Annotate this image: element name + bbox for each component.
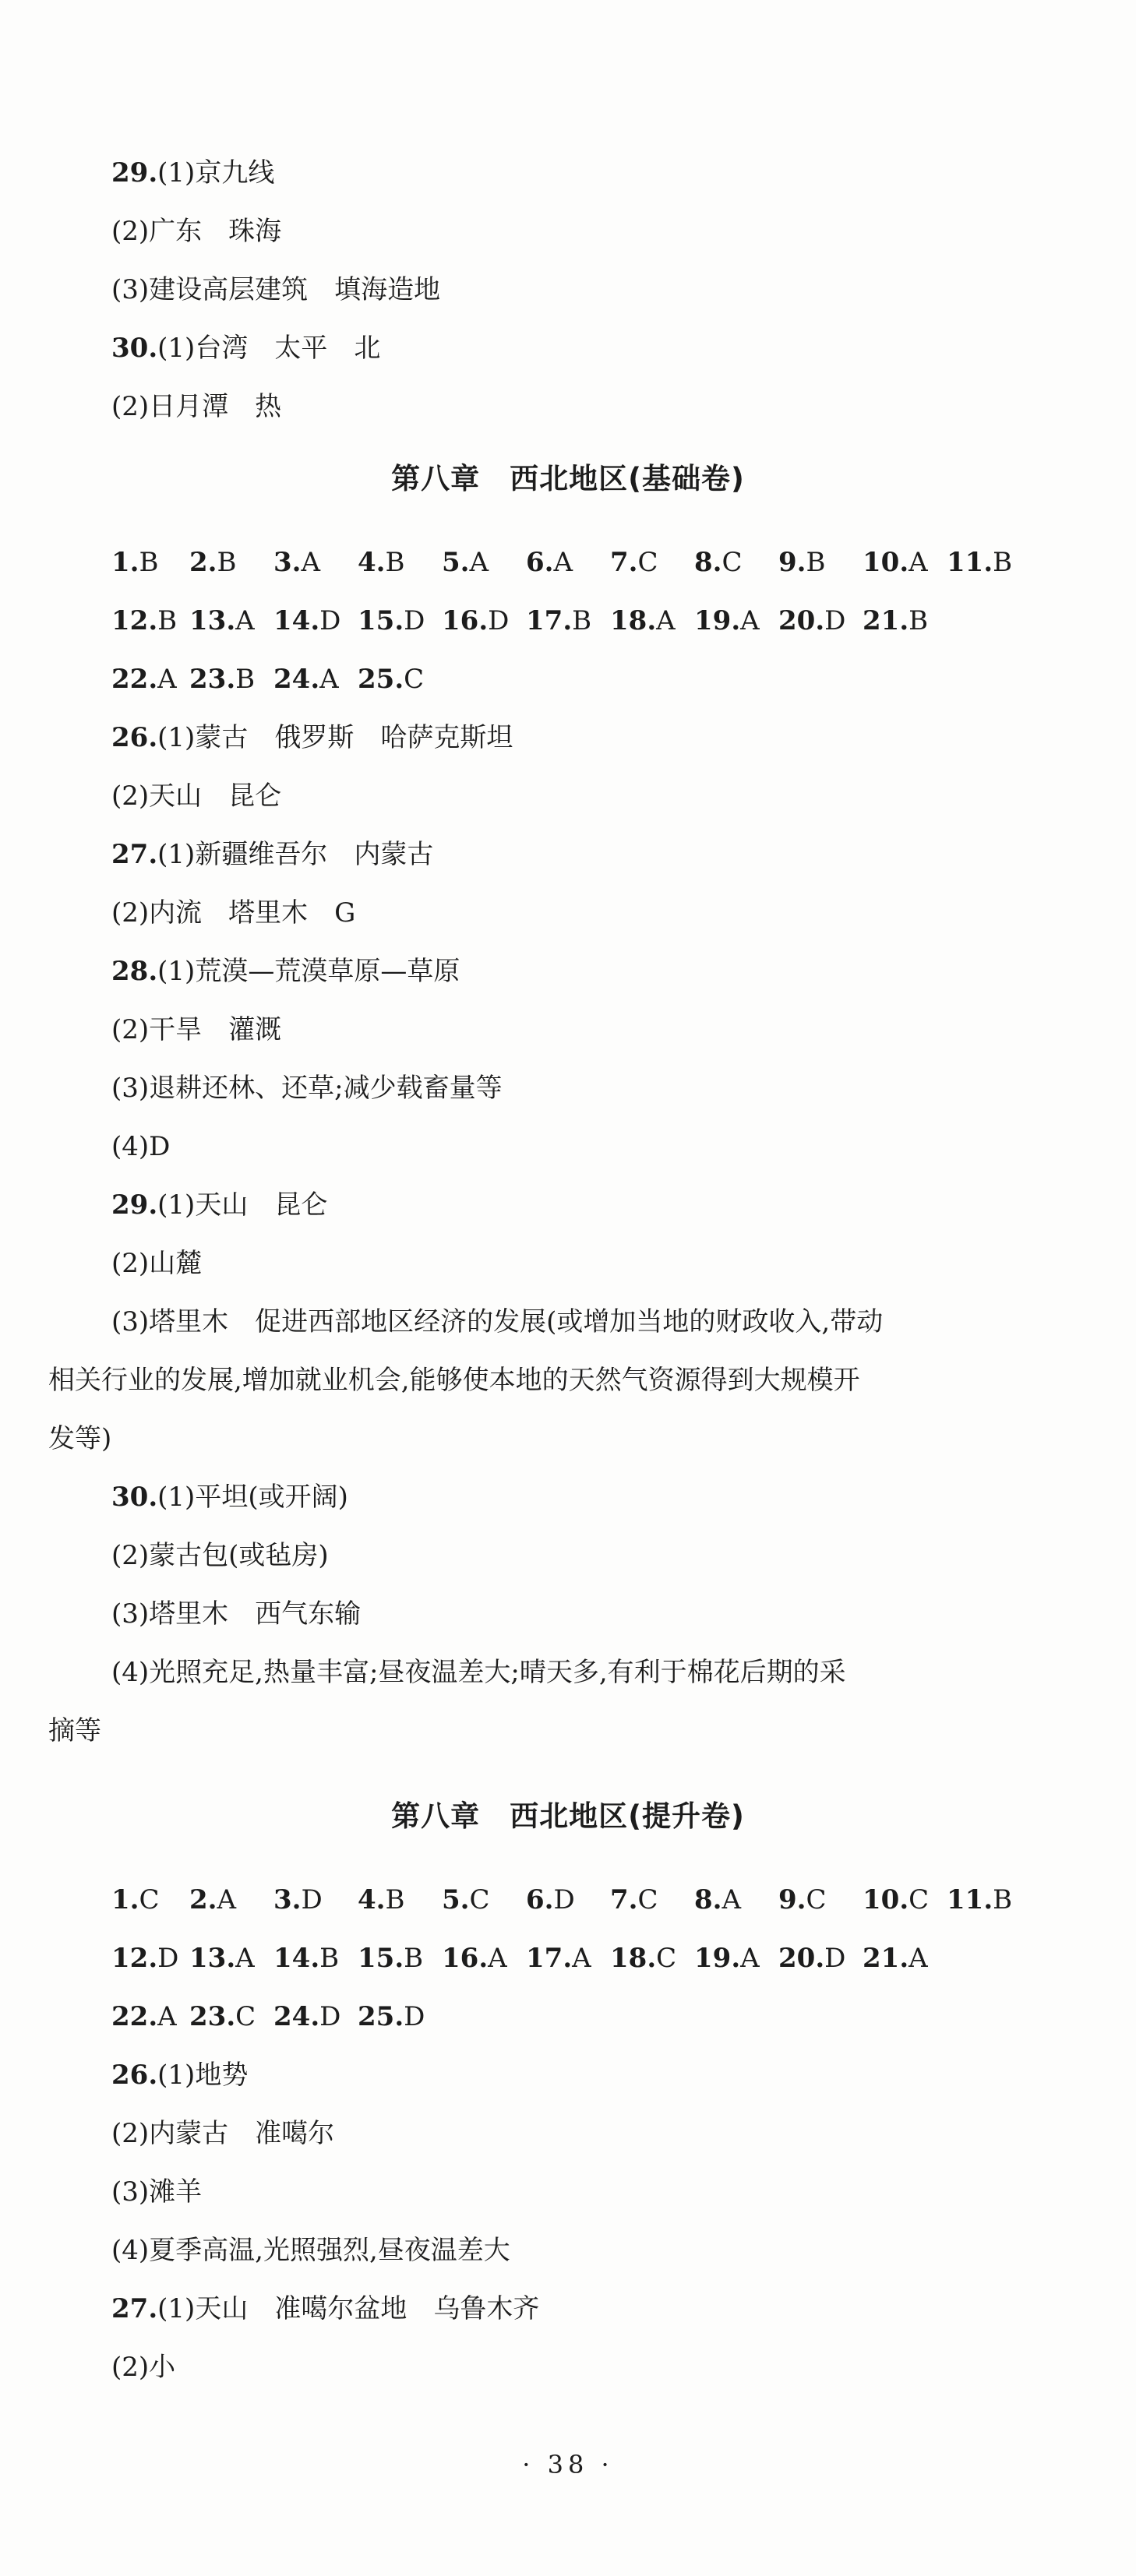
answer-text: (1)平坦(或开阔): [157, 1482, 348, 1513]
question-number: 26.: [111, 722, 158, 753]
answer-line: [0, 1538, 1136, 1573]
choice-answer: [610, 604, 694, 638]
choice-answer: [189, 2000, 273, 2034]
choice-answer-row: [0, 1883, 1136, 1917]
question-number: 5.: [442, 547, 470, 578]
question-number: 15.: [358, 1943, 404, 1974]
question-number: 16.: [442, 1943, 489, 1974]
question-number: 14.: [273, 1943, 320, 1974]
choice-letter: B: [404, 1943, 424, 1974]
choice-answer: [273, 1883, 358, 1917]
question-number: 12.: [111, 605, 158, 636]
answer-line: [0, 1363, 1136, 1397]
choice-answer: [442, 545, 526, 580]
answer-line: [0, 896, 1136, 930]
answer-line: [0, 721, 1136, 755]
choice-answer: [863, 604, 947, 638]
choice-answer: [189, 662, 273, 696]
question-number: 23.: [189, 664, 236, 695]
question-number: 15.: [358, 605, 404, 636]
question-number: 2.: [189, 1884, 217, 1915]
choice-answer: [111, 1883, 189, 1917]
question-number: 8.: [694, 1884, 722, 1915]
question-number: 6.: [526, 1884, 554, 1915]
choice-answer: [610, 545, 694, 580]
choice-letter: A: [157, 2001, 177, 2032]
choice-answer: [358, 1941, 442, 1975]
choice-answer: [863, 1883, 947, 1917]
answer-text: (3)塔里木 促进西部地区经济的发展(或增加当地的财政收入,带动: [111, 1306, 884, 1337]
answer-text: (3)塔里木 西气东输: [111, 1598, 362, 1630]
answer-text: (2)干旱 灌溉: [111, 1014, 282, 1045]
choice-letter: B: [572, 605, 592, 636]
question-number: 22.: [111, 2001, 158, 2032]
choice-answer: [863, 545, 947, 580]
answer-text: (1)天山 昆仑: [157, 1189, 328, 1221]
question-number: 16.: [442, 605, 489, 636]
choice-letter: D: [404, 2001, 425, 2032]
question-number: 9.: [778, 1884, 806, 1915]
answer-text: 相关行业的发展,增加就业机会,能够使本地的天然气资源得到大规模开: [48, 1365, 860, 1396]
choice-answer: [694, 1883, 778, 1917]
choice-letter: B: [235, 664, 256, 695]
question-number: 14.: [273, 605, 320, 636]
answer-line: [0, 1188, 1136, 1222]
answer-line: [0, 1655, 1136, 1690]
choice-letter: A: [656, 605, 676, 636]
choice-answer: [358, 662, 442, 696]
question-number: 19.: [694, 605, 741, 636]
answer-text: (3)滩羊: [111, 2176, 203, 2208]
answer-text: (1)蒙古 俄罗斯 哈萨克斯坦: [157, 722, 513, 753]
choice-letter: D: [404, 605, 425, 636]
choice-letter: B: [157, 605, 178, 636]
choice-answer: [778, 1941, 863, 1975]
answer-line: [0, 2116, 1136, 2151]
choice-answer: [273, 1941, 358, 1975]
choice-letter: C: [469, 1884, 490, 1915]
choice-letter: C: [908, 1884, 930, 1915]
choice-answer: [358, 604, 442, 638]
choice-letter: A: [572, 1943, 591, 1974]
choice-answer-row: [0, 662, 1136, 696]
choice-letter: B: [385, 547, 405, 578]
question-number: 29.: [111, 1189, 158, 1221]
answer-line: [0, 331, 1136, 365]
question-number: 4.: [358, 1884, 386, 1915]
question-number: 17.: [526, 605, 573, 636]
answer-text: (1)台湾 太平 北: [157, 333, 381, 364]
choice-letter: B: [319, 1943, 340, 1974]
question-number: 18.: [610, 1943, 657, 1974]
question-number: 2.: [189, 547, 217, 578]
choice-answer: [358, 545, 442, 580]
choice-letter: A: [488, 1943, 507, 1974]
answer-line: [0, 1480, 1136, 1514]
choice-answer: [947, 1883, 1031, 1917]
question-number: 19.: [694, 1943, 741, 1974]
section-title: 第八章 西北地区(提升卷): [391, 1799, 745, 1833]
choice-answer: [778, 545, 863, 580]
choice-letter: C: [637, 1884, 658, 1915]
choice-letter: B: [806, 547, 826, 578]
choice-letter: C: [721, 547, 743, 578]
choice-letter: A: [235, 1943, 255, 1974]
choice-letter: D: [319, 605, 341, 636]
choice-letter: D: [301, 1884, 323, 1915]
question-number: 4.: [358, 547, 386, 578]
choice-answer: [778, 1883, 863, 1917]
choice-answer: [610, 1883, 694, 1917]
choice-answer: [189, 1883, 273, 1917]
answer-text: 摘等: [48, 1715, 101, 1746]
choice-answer: [694, 545, 778, 580]
question-number: 1.: [111, 547, 139, 578]
question-number: 20.: [778, 605, 825, 636]
answer-line: [0, 837, 1136, 872]
answer-text: (2)内蒙古 准噶尔: [111, 2118, 335, 2149]
choice-letter: C: [404, 664, 425, 695]
choice-letter: D: [319, 2001, 341, 2032]
answer-line: [0, 2058, 1136, 2092]
answer-text: 发等): [48, 1423, 112, 1454]
choice-letter: A: [553, 547, 573, 578]
choice-answer: [526, 604, 610, 638]
choice-answer: [273, 604, 358, 638]
question-number: 5.: [442, 1884, 470, 1915]
question-number: 24.: [273, 2001, 320, 2032]
answer-line: [0, 1246, 1136, 1281]
answer-line: [0, 389, 1136, 424]
choice-letter: B: [139, 547, 159, 578]
choice-answer: [111, 604, 189, 638]
question-number: 27.: [111, 839, 158, 870]
answer-text: (1)地势: [157, 2060, 249, 2091]
page-number: · 38 ·: [522, 2450, 614, 2479]
choice-answer: [189, 604, 273, 638]
choice-answer: [111, 1941, 189, 1975]
question-number: 3.: [273, 547, 302, 578]
choice-answer: [610, 1941, 694, 1975]
answer-text: (1)天山 准噶尔盆地 乌鲁木齐: [157, 2293, 540, 2324]
choice-answer: [189, 545, 273, 580]
question-number: 11.: [947, 1884, 993, 1915]
choice-letter: C: [656, 1943, 677, 1974]
choice-letter: B: [385, 1884, 405, 1915]
choice-letter: A: [740, 1943, 760, 1974]
answer-text: (4)夏季高温,光照强烈,昼夜温差大: [111, 2235, 510, 2266]
choice-letter: B: [217, 547, 237, 578]
answer-line: [0, 1305, 1136, 1339]
question-number: 1.: [111, 1884, 139, 1915]
choice-answer: [442, 604, 526, 638]
answer-text: (2)内流 塔里木 G: [111, 897, 356, 929]
question-number: 7.: [610, 547, 638, 578]
question-number: 3.: [273, 1884, 302, 1915]
question-number: 8.: [694, 547, 722, 578]
choice-answer: [358, 2000, 442, 2034]
answer-text: (1)荒漠—荒漠草原—草原: [157, 956, 460, 987]
choice-answer: [778, 604, 863, 638]
question-number: 27.: [111, 2293, 158, 2324]
question-number: 26.: [111, 2060, 158, 2091]
choice-answer: [526, 1941, 610, 1975]
choice-letter: A: [157, 664, 177, 695]
answer-text: (2)广东 珠海: [111, 216, 282, 247]
choice-answer: [358, 1883, 442, 1917]
choice-answer-row: [0, 2000, 1136, 2034]
question-number: 13.: [189, 1943, 236, 1974]
choice-answer: [442, 1941, 526, 1975]
question-number: 21.: [863, 1943, 909, 1974]
choice-answer-row: [0, 604, 1136, 638]
question-number: 10.: [863, 547, 909, 578]
choice-letter: A: [908, 1943, 928, 1974]
choice-answer: [111, 2000, 189, 2034]
answer-line: [0, 156, 1136, 190]
choice-letter: C: [637, 547, 658, 578]
question-number: 25.: [358, 2001, 404, 2032]
answer-line: [0, 2175, 1136, 2209]
choice-letter: D: [488, 605, 510, 636]
question-number: 21.: [863, 605, 909, 636]
question-number: 17.: [526, 1943, 573, 1974]
question-number: 30.: [111, 333, 158, 364]
answer-line: [0, 1071, 1136, 1105]
answer-line: [0, 779, 1136, 813]
question-number: 13.: [189, 605, 236, 636]
choice-letter: D: [157, 1943, 179, 1974]
question-number: 29.: [111, 157, 158, 189]
question-number: 20.: [778, 1943, 825, 1974]
answer-line: [0, 2350, 1136, 2384]
choice-letter: C: [235, 2001, 256, 2032]
answer-text: (4)光照充足,热量丰富;昼夜温差大;晴天多,有利于棉花后期的采: [111, 1657, 846, 1688]
choice-answer: [526, 545, 610, 580]
answer-text: (1)京九线: [157, 157, 275, 189]
answer-line: [0, 2233, 1136, 2268]
question-number: 11.: [947, 547, 993, 578]
answer-line: [0, 1597, 1136, 1631]
question-number: 23.: [189, 2001, 236, 2032]
choice-letter: A: [235, 605, 255, 636]
answer-line: [0, 214, 1136, 248]
answer-text: (3)建设高层建筑 填海造地: [111, 274, 441, 305]
answer-text: (3)退耕还林、还草;减少载畜量等: [111, 1073, 503, 1104]
choice-answer: [273, 545, 358, 580]
question-number: 30.: [111, 1482, 158, 1513]
question-number: 7.: [610, 1884, 638, 1915]
choice-letter: A: [217, 1884, 237, 1915]
question-number: 10.: [863, 1884, 909, 1915]
answer-line: [0, 2292, 1136, 2326]
choice-letter: D: [824, 1943, 846, 1974]
choice-answer: [947, 545, 1031, 580]
answer-text: (2)蒙古包(或毡房): [111, 1540, 329, 1571]
answer-text: (2)山麓: [111, 1248, 203, 1279]
choice-answer: [694, 604, 778, 638]
choice-answer: [694, 1941, 778, 1975]
choice-letter: A: [908, 547, 928, 578]
choice-letter: B: [993, 1884, 1013, 1915]
choice-letter: A: [301, 547, 321, 578]
choice-letter: D: [824, 605, 846, 636]
question-number: 9.: [778, 547, 806, 578]
choice-answer: [442, 1883, 526, 1917]
answer-text: (2)小: [111, 2352, 176, 2383]
choice-answer: [273, 662, 358, 696]
answer-text: (2)天山 昆仑: [111, 781, 282, 812]
question-number: 24.: [273, 664, 320, 695]
question-number: 12.: [111, 1943, 158, 1974]
answer-line: [0, 1013, 1136, 1047]
choice-letter: D: [553, 1884, 575, 1915]
answer-line: [0, 1422, 1136, 1456]
choice-answer: [111, 662, 189, 696]
choice-letter: B: [908, 605, 929, 636]
answer-line: [0, 273, 1136, 307]
question-number: 22.: [111, 664, 158, 695]
choice-answer: [526, 1883, 610, 1917]
choice-answer: [111, 545, 189, 580]
answer-line: [0, 1129, 1136, 1164]
choice-answer: [273, 2000, 358, 2034]
answer-line: [0, 954, 1136, 988]
answer-text: (4)D: [111, 1131, 171, 1162]
choice-letter: B: [993, 547, 1013, 578]
choice-answer-row: [0, 545, 1136, 580]
choice-letter: A: [469, 547, 489, 578]
question-number: 6.: [526, 547, 554, 578]
question-number: 25.: [358, 664, 404, 695]
choice-letter: C: [139, 1884, 160, 1915]
choice-letter: A: [721, 1884, 742, 1915]
choice-answer: [863, 1941, 947, 1975]
question-number: 18.: [610, 605, 657, 636]
choice-letter: C: [806, 1884, 827, 1915]
answer-text: (1)新疆维吾尔 内蒙古: [157, 839, 434, 870]
choice-answer-row: [0, 1941, 1136, 1975]
answer-text: (2)日月潭 热: [111, 391, 282, 422]
section-title: 第八章 西北地区(基础卷): [391, 462, 745, 495]
choice-letter: A: [740, 605, 760, 636]
choice-answer: [189, 1941, 273, 1975]
question-number: 28.: [111, 956, 158, 987]
answer-line: [0, 1714, 1136, 1748]
choice-letter: A: [319, 664, 339, 695]
